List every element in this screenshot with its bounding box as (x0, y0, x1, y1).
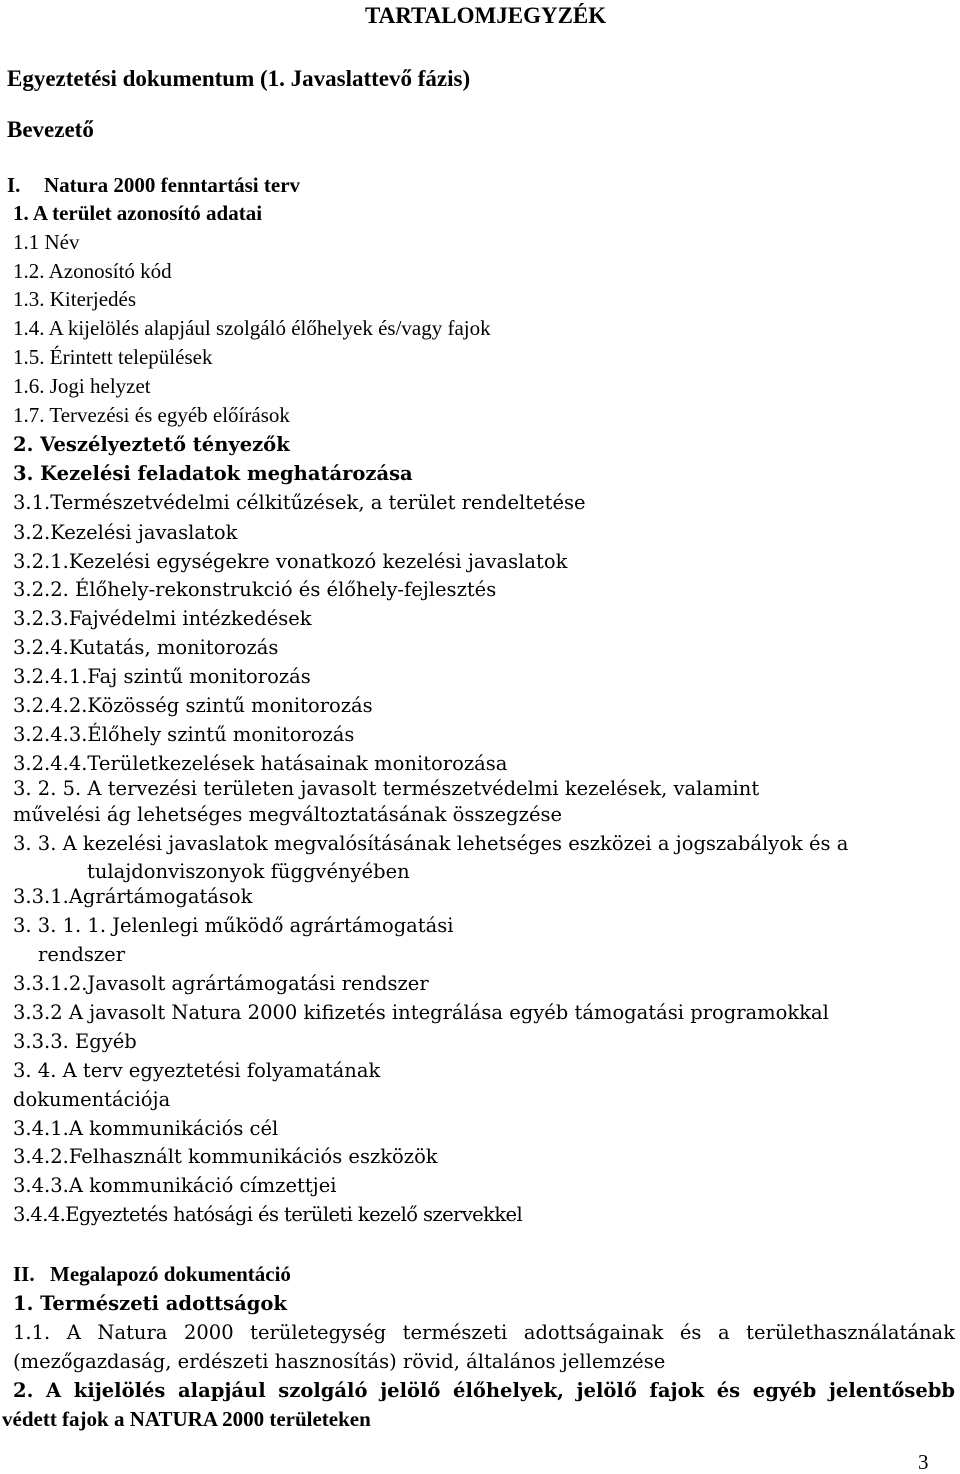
toc-entry: 3.4.2.Felhasznált kommunikációs eszközök (13, 1145, 438, 1168)
toc-entry: 1.3. Kiterjedés (13, 287, 137, 311)
document-heading: Egyeztetési dokumentum (1. Javaslattevő fázis) (7, 66, 471, 91)
toc-entry: 1.4. A kijelölés alapjául szolgáló élőhelyek és/vagy fajok (13, 316, 491, 340)
toc-entry: 3.3.1.2.Javasolt agrártámogatási rendszer (13, 972, 429, 995)
toc-entry: 3. 4. A terv egyeztetési folyamatának (13, 1059, 381, 1082)
toc-entry: 3.2.4.1.Faj szintű monitorozás (13, 665, 311, 688)
toc-entry: 3. 3. 1. 1. Jelenlegi működő agrártámogatási (13, 914, 454, 937)
toc-entry: 3.2.4.Kutatás, monitorozás (13, 636, 279, 659)
page-title: TARTALOMJEGYZÉK (365, 3, 607, 28)
toc-entry: 3.2.4.2.Közösség szintű monitorozás (13, 694, 373, 717)
toc-entry-continuation: művelési ág lehetséges megváltoztatásának összegzése (13, 803, 563, 826)
toc-entry: 3.4.1.A kommunikációs cél (13, 1117, 279, 1140)
toc-entry: 1.7. Tervezési és egyéb előírások (13, 403, 290, 427)
toc-entry: 1.2. Azonosító kód (13, 259, 172, 283)
toc-entry: 3.2.3.Fajvédelmi intézkedések (13, 607, 312, 630)
toc-entry-continuation: dokumentációja (13, 1088, 171, 1111)
toc-entry-continuation: tulajdonviszonyok függvényében (87, 860, 410, 883)
toc-entry: 3.2.2. Élőhely-rekonstrukció és élőhely-fejlesztés (13, 578, 497, 601)
toc-entry: 3.2.Kezelési javaslatok (13, 521, 238, 544)
toc-entry: 1.5. Érintett települések (13, 345, 213, 369)
toc-entry-continuation: védett fajok a NATURA 2000 területeken (2, 1407, 371, 1431)
part-2-title: Megalapozó dokumentáció (50, 1262, 291, 1286)
toc-entry: 3.3.1.Agrártámogatások (13, 885, 253, 908)
toc-entry: 3.2.1.Kezelési egységekre vonatkozó kezelési javaslatok (13, 550, 568, 573)
toc-entry: 1.1 Név (13, 230, 80, 254)
toc-entry: 1. Természeti adottságok (13, 1292, 287, 1315)
toc-entry: 3. 3. A kezelési javaslatok megvalósításának lehetséges eszközei a jogszabályok és a (13, 832, 849, 855)
toc-entry: 1.6. Jogi helyzet (13, 374, 151, 398)
toc-entry: 3.2.4.3.Élőhely szintű monitorozás (13, 723, 355, 746)
toc-entry: 1.1. A Natura 2000 területegység természeti adottságainak és a területhasználatának (13, 1321, 955, 1344)
toc-entry: 3. Kezelési feladatok meghatározása (13, 462, 413, 485)
toc-entry: 1. A terület azonosító adatai (13, 201, 263, 225)
toc-entry: 3. 2. 5. A tervezési területen javasolt természetvédelmi kezelések, valamint (13, 777, 760, 800)
part-1-number: I. (7, 173, 21, 197)
page-number: 3 (918, 1450, 929, 1474)
toc-entry: 3.4.3.A kommunikáció címzettjei (13, 1174, 337, 1197)
part-1-title: Natura 2000 fenntartási terv (44, 173, 301, 197)
intro-heading: Bevezető (7, 117, 94, 142)
toc-entry: 3.4.4.Egyeztetés hatósági és területi kezelő szervekkel (13, 1203, 523, 1226)
toc-entry-continuation: rendszer (38, 943, 126, 966)
part-2-number: II. (13, 1262, 35, 1286)
toc-entry: 2. Veszélyeztető tényezők (13, 433, 290, 456)
toc-entry: 2. A kijelölés alapjául szolgáló jelölő élőhelyek, jelölő fajok és egyéb jelentősebb (13, 1379, 955, 1402)
toc-entry: 3.3.3. Egyéb (13, 1030, 137, 1053)
toc-entry-continuation: (mezőgazdaság, erdészeti hasznosítás) rövid, általános jellemzése (13, 1350, 666, 1373)
toc-entry: 3.2.4.4.Területkezelések hatásainak monitorozása (13, 752, 508, 775)
toc-entry: 3.3.2 A javasolt Natura 2000 kifizetés integrálása egyéb támogatási programokkal (13, 1001, 829, 1024)
toc-entry: 3.1.Természetvédelmi célkitűzések, a terület rendeltetése (13, 491, 586, 514)
